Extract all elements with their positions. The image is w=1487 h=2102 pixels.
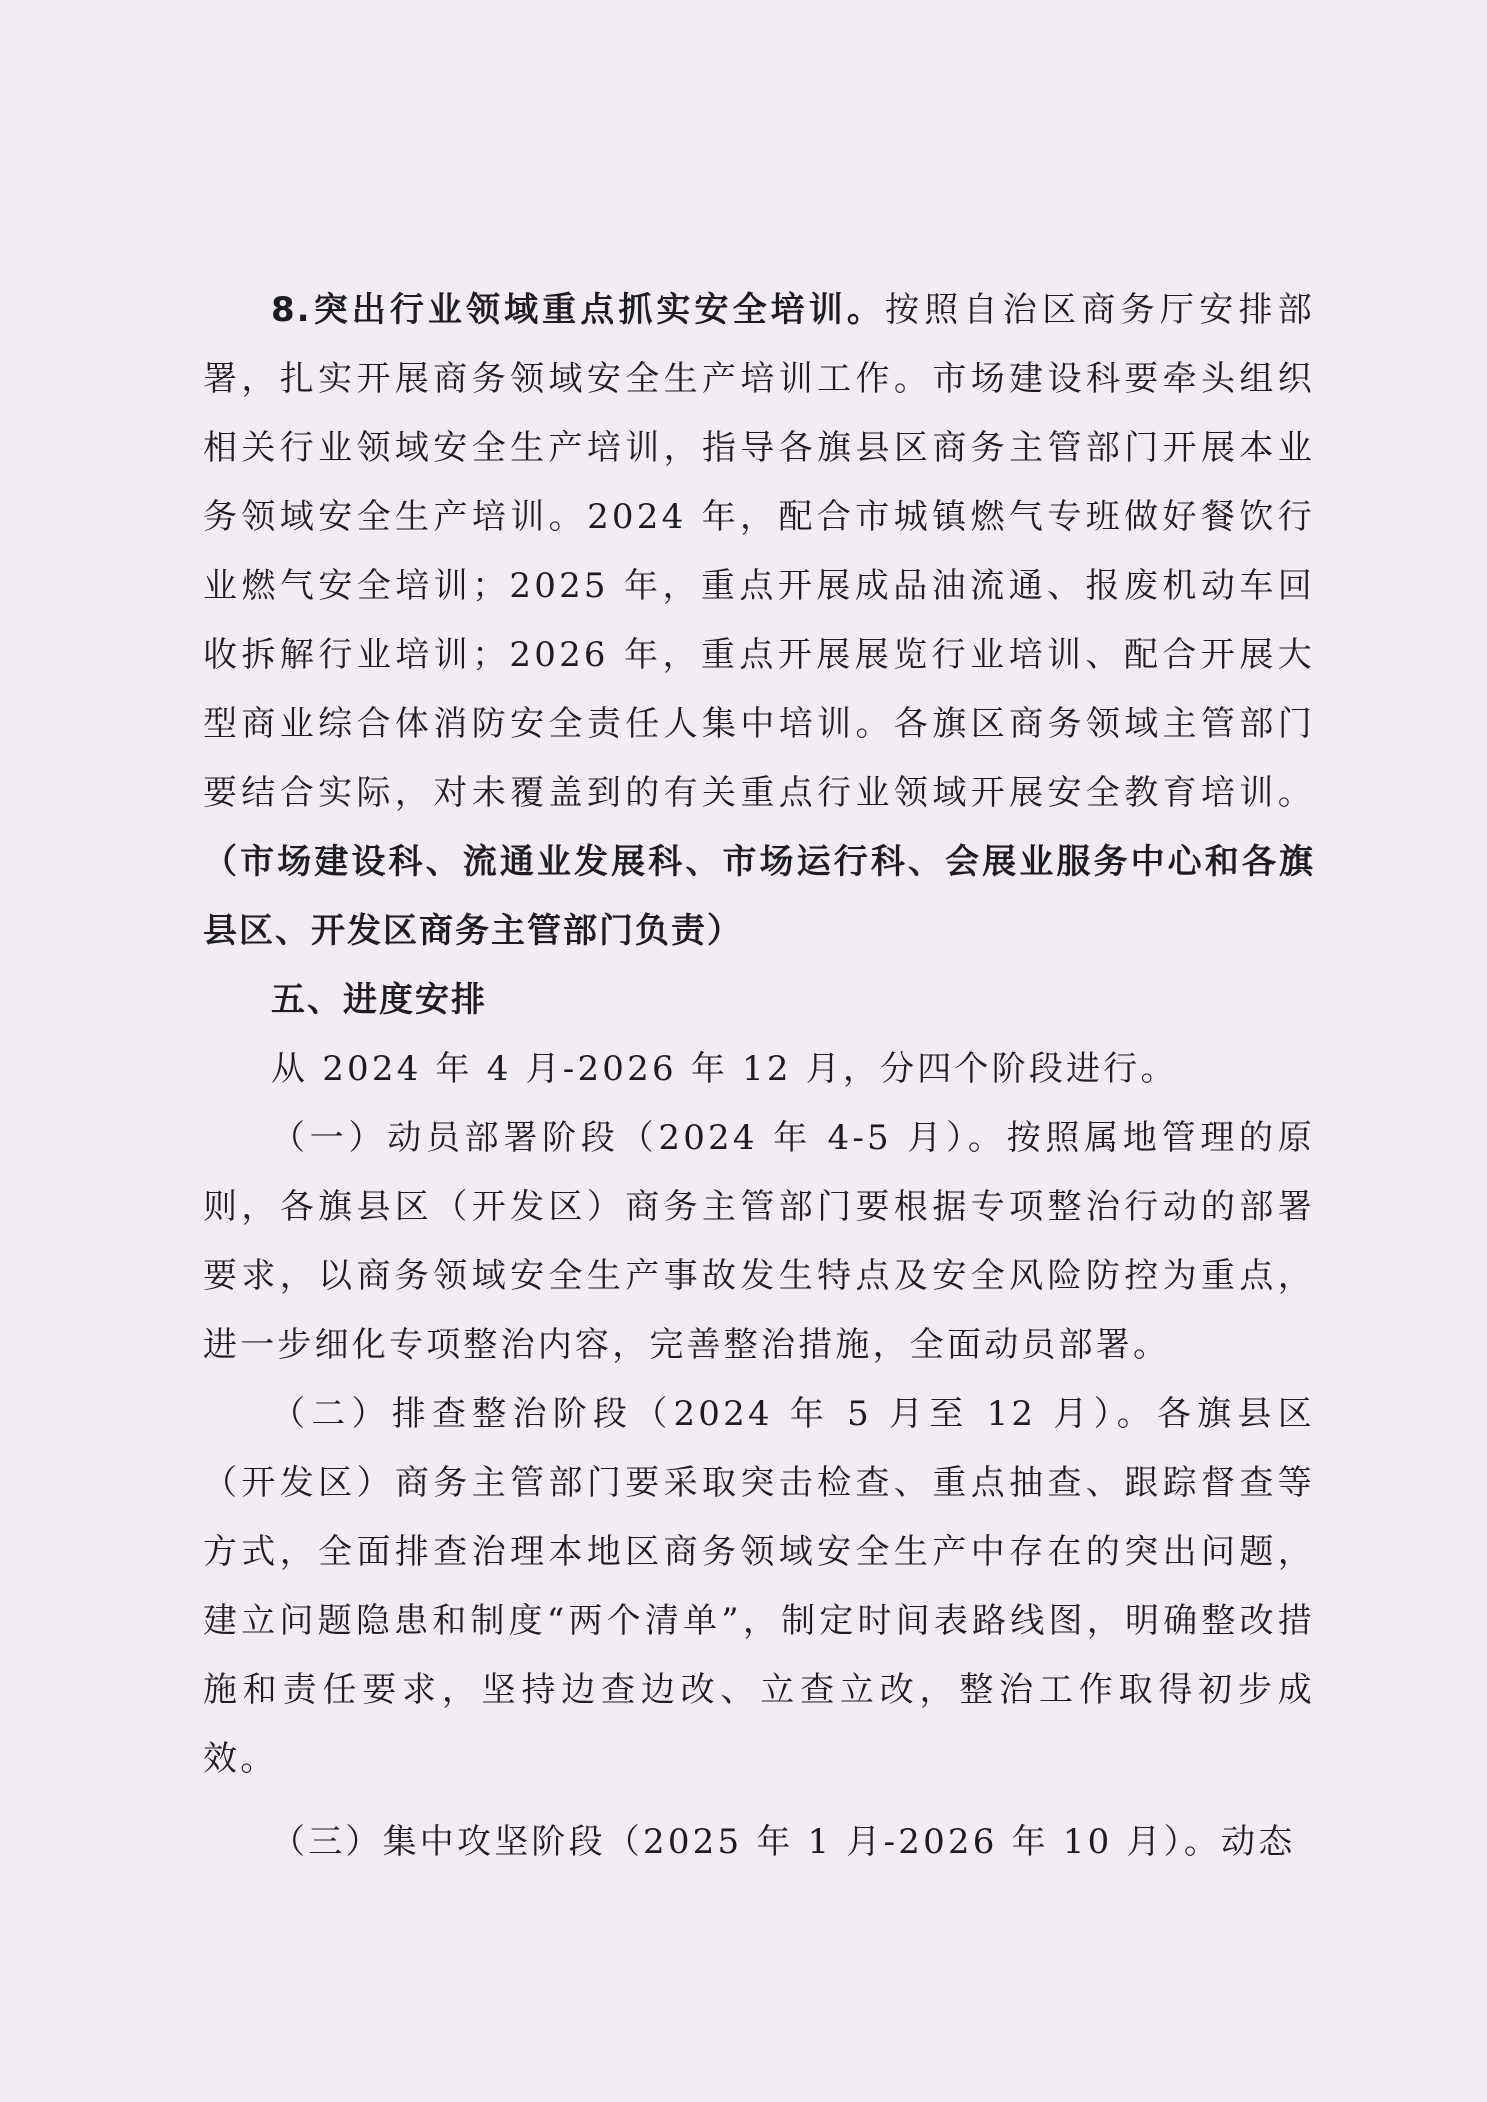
item-8-heading: 8.突出行业领域重点抓实安全培训。 <box>271 290 885 330</box>
item-8-responsible: （市场建设科、流通业发展科、市场运行科、会展业服务中心和各旗县区、开发区商务主管部门负责） <box>203 842 1315 951</box>
paragraph-schedule-intro: 从 2024 年 4 月-2026 年 12 月，分四个阶段进行。 <box>271 1049 1178 1089</box>
paragraph-stage-1: （一）动员部署阶段（2024 年 4-5 月）。按照属地管理的原则，各旗县区（开发区）商务主管部门要根据专项整治行动的部署要求，以商务领域安全生产事故发生特点及安全风险防控为重点，进一步细化专项整治内容，完善整治措施，全面动员部署。 <box>203 1118 1315 1365</box>
paragraph-stage-2: （二）排查整治阶段（2024 年 5 月至 12 月）。各旗县区（开发区）商务主管部门要采取突击检查、重点抽查、跟踪督查等方式，全面排查治理本地区商务领域安全生产中存在的突出问题，建立问题隐患和制度“两个清单”，制定时间表路线图，明确整改措施和责任要求，坚持边查边改、立查立改，整治工作取得初步成效。 <box>203 1394 1315 1779</box>
document-body <box>203 276 1315 1877</box>
paragraph-stage-3: （三）集中攻坚阶段（2025 年 1 月-2026 年 10 月）。动态 <box>271 1822 1296 1862</box>
item-8-body: 按照自治区商务厅安排部署，扎实开展商务领域安全生产培训工作。市场建设科要牵头组织相关行业领域安全生产培训，指导各旗县区商务主管部门开展本业务领域安全生产培训。2024 年，配合市城镇燃气专班做好餐饮行业燃气安全培训；2025 年，重点开展成品油流通、报废机动车回收拆解行业培训；2026 年，重点开展展览行业培训、配合开展大型商业综合体消防安全责任人集中培训。各旗区商务领域主管部门要结合实际，对未覆盖到的有关重点行业领域开展安全教育培训。 <box>203 290 1315 813</box>
paragraph-training <box>203 276 1315 966</box>
section-heading-schedule: 五、进度安排 <box>271 980 487 1020</box>
